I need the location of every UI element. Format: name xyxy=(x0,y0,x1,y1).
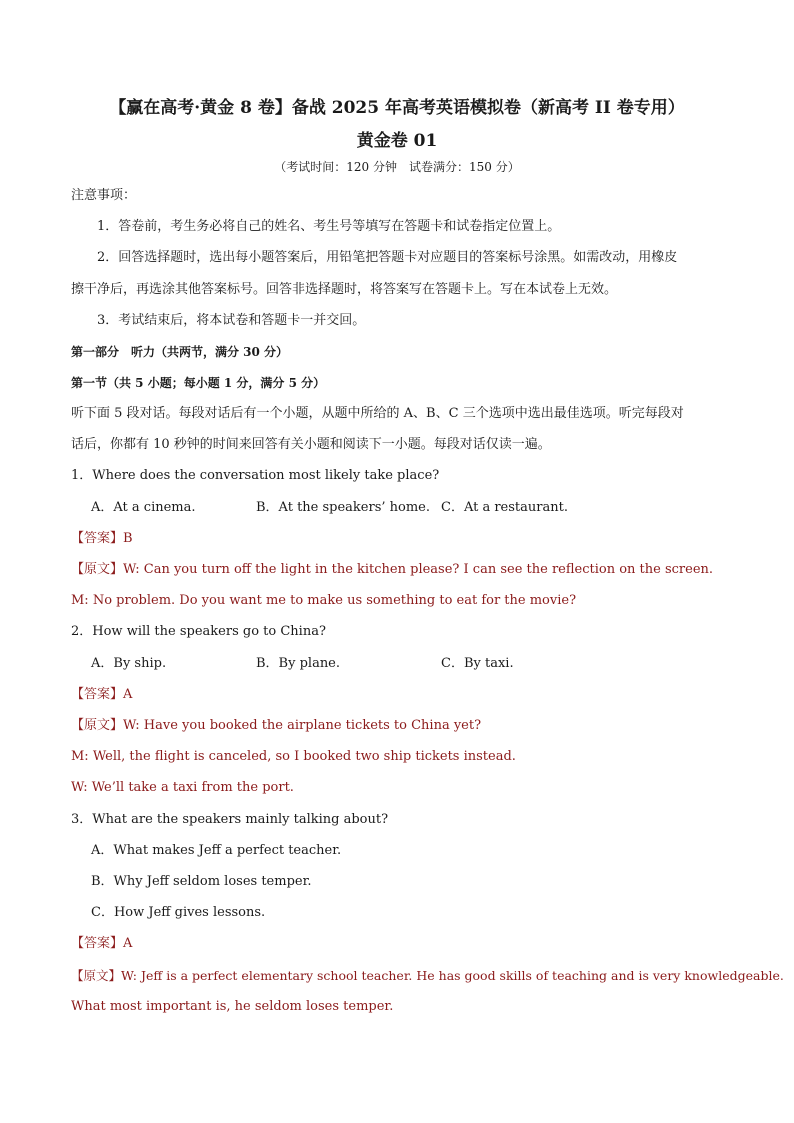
transcript-line xyxy=(71,561,713,579)
answer-line xyxy=(71,530,133,548)
answer-line xyxy=(71,935,132,953)
note-item: 3．考试结束后，将本试卷和答题卡一并交回。 xyxy=(97,313,366,328)
option-a: A．What makes Jeff a perfect teacher. xyxy=(91,843,342,858)
exam-info: （考试时间：120 分钟 试卷满分：150 分） xyxy=(274,160,520,174)
notes-heading: 注意事项： xyxy=(71,188,137,203)
answer-value: B xyxy=(123,531,133,546)
option-c: C．By taxi. xyxy=(441,656,514,671)
exam-title: 【赢在高考·黄金 8 卷】备战 2025 年高考英语模拟卷（新高考 II 卷专用） xyxy=(109,98,685,118)
transcript-label: 【原文】 xyxy=(71,562,124,577)
answer-label: 【答案】 xyxy=(71,936,124,951)
transcript-text: M: Well, the flight is canceled, so I booked two ship tickets instead. xyxy=(71,749,516,764)
transcript-text: W: Can you turn off the light in the kitchen please? I can see the reflection on the screen. xyxy=(123,562,714,577)
transcript-line xyxy=(71,967,784,985)
question-stem: 3．What are the speakers mainly talking about? xyxy=(71,812,389,827)
transcript-label: 【原文】 xyxy=(71,968,122,983)
note-item: 2．回答选择题时，选出每小题答案后，用铅笔把答题卡对应题目的答案标号涂黑。如需改动，用橡皮 xyxy=(97,250,678,265)
answer-label: 【答案】 xyxy=(71,687,124,702)
answer-label: 【答案】 xyxy=(71,531,124,546)
transcript-text: What most important is, he seldom loses temper. xyxy=(71,999,394,1014)
note-item: 1．答卷前，考生务必将自己的姓名、考生号等填写在答题卡和试卷指定位置上。 xyxy=(97,219,561,234)
question-stem: 2．How will the speakers go to China? xyxy=(71,624,326,639)
transcript-line xyxy=(71,717,481,735)
option-b: B．By plane. xyxy=(256,656,341,671)
section-heading: 第一节（共 5 小题；每小题 1 分，满分 5 分） xyxy=(71,376,326,390)
answer-line xyxy=(71,686,132,704)
answer-value: A xyxy=(123,687,133,702)
option-b: B．Why Jeff seldom loses temper. xyxy=(91,874,312,889)
transcript-text: W: We’ll take a taxi from the port. xyxy=(71,780,294,795)
option-c: C．How Jeff gives lessons. xyxy=(91,905,266,920)
part-heading: 第一部分 听力（共两节，满分 30 分） xyxy=(71,345,289,359)
instructions-line: 话后，你都有 10 秒钟的时间来回答有关小题和阅读下一小题。每段对话仅读一遍。 xyxy=(71,437,551,452)
option-a: A．By ship. xyxy=(91,656,167,671)
answer-value: A xyxy=(123,936,133,951)
transcript-label: 【原文】 xyxy=(71,718,124,733)
instructions-line: 听下面 5 段对话。每段对话后有一个小题，从题中所给的 A、B、C 三个选项中选出最佳选项。听完每段对 xyxy=(71,406,684,421)
question-stem: 1．Where does the conversation most likely take place? xyxy=(71,468,440,483)
option-c: C．At a restaurant. xyxy=(441,500,568,515)
option-a: A．At a cinema. xyxy=(91,500,196,515)
option-b: B．At the speakers’ home. xyxy=(256,500,431,515)
transcript-text: M: No problem. Do you want me to make us something to eat for the movie? xyxy=(71,593,577,608)
transcript-text: W: Have you booked the airplane tickets to China yet? xyxy=(123,718,482,733)
transcript-text: W: Jeff is a perfect elementary school teacher. He has good skills of teaching and is very knowledgeable. xyxy=(121,968,784,983)
exam-subtitle: 黄金卷 01 xyxy=(356,131,438,151)
note-item-continued: 擦干净后，再选涂其他答案标号。回答非选择题时，将答案写在答题卡上。写在本试卷上无效。 xyxy=(71,282,618,297)
